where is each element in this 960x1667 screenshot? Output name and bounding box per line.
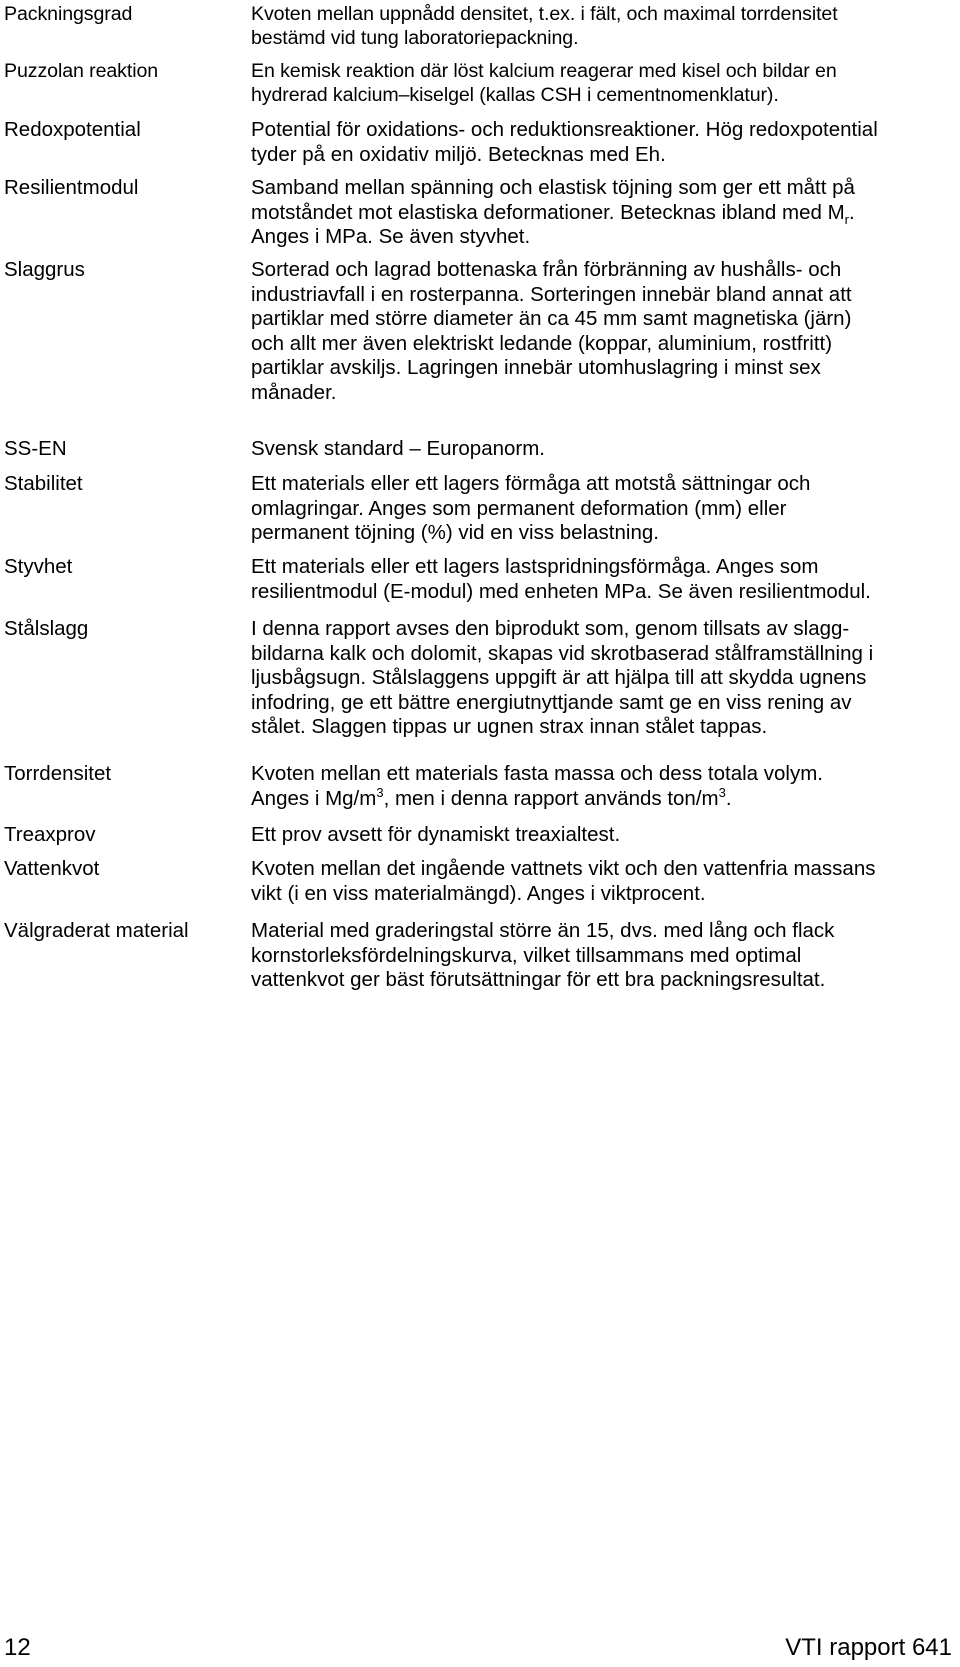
definition-line: Svensk standard – Europanorm.	[251, 437, 545, 460]
definition-line: Ett materials eller ett lagers förmåga att motstå sättningar och	[251, 472, 811, 495]
glossary-term: Stålslagg	[4, 617, 89, 640]
definition-line: och allt mer även elektriskt ledande (koppar, aluminium, rostfritt)	[251, 331, 833, 355]
glossary-term: Styvhet	[4, 555, 73, 578]
definition-line: I denna rapport avses den biprodukt som, genom tillsats av slagg-	[251, 617, 850, 640]
definition-line: infodring, ge ett bättre energiutnyttjande samt ge en viss rening av	[251, 690, 852, 714]
subscript: r	[844, 211, 850, 227]
definition-line: hydrerad kalcium–kiselgel (kallas CSH i cementnomenklatur).	[251, 84, 779, 106]
definition-text: motståndet mot elastiska deformationer. Betecknas ibland med M	[251, 200, 845, 224]
glossary-term: SS-EN	[4, 437, 67, 460]
definition-line: vikt (i en viss materialmängd). Anges i viktprocent.	[251, 881, 706, 905]
glossary-term: Välgraderat material	[4, 919, 189, 942]
glossary-term: Stabilitet	[4, 472, 83, 495]
definition-line	[251, 784, 951, 812]
superscript: 3	[376, 784, 384, 800]
definition-line: Kvoten mellan ett materials fasta massa och dess totala volym.	[251, 762, 823, 785]
definition-line: vattenkvot ger bäst förutsättningar för ett bra packningsresultat.	[251, 968, 826, 991]
definition-line: Potential för oxidations- och reduktionsreaktioner. Hög redoxpotential	[251, 118, 878, 141]
definition-line: månader.	[251, 380, 337, 404]
glossary-definition	[251, 472, 951, 546]
definition-line: Ett materials eller ett lagers lastspridningsförmåga. Anges som	[251, 555, 819, 578]
glossary-term: Treaxprov	[4, 823, 96, 846]
glossary-definition	[251, 59, 951, 107]
definition-line: Samband mellan spänning och elastisk töjning som ger ett mått på	[251, 176, 855, 199]
definition-line: En kemisk reaktion där löst kalcium reagerar med kisel och bildar en	[251, 60, 837, 82]
definition-line: Sorterad och lagrad bottenaska från förbränning av hushålls- och	[251, 258, 842, 281]
definition-text: Anges i Mg/m	[251, 786, 377, 810]
definition-line: industriavfall i en rosterpanna. Sorteringen innebär bland annat att	[251, 282, 852, 306]
superscript: 3	[718, 784, 726, 800]
glossary-definition	[251, 762, 951, 811]
glossary-definition	[251, 118, 951, 167]
glossary-definition	[251, 2, 951, 50]
definition-line: resilientmodul (E-modul) med enheten MPa. Se även resilientmodul.	[251, 579, 871, 603]
definition-line: bestämd vid tung laboratoriepackning.	[251, 27, 579, 49]
definition-line: ljusbågsugn. Stålslaggens uppgift är att hjälpa till att skydda ugnens	[251, 666, 867, 689]
definition-line: kornstorleksfördelningskurva, vilket tillsammans med optimal	[251, 943, 802, 967]
definition-line: Kvoten mellan uppnådd densitet, t.ex. i fält, och maximal torrdensitet	[251, 3, 838, 25]
glossary-definition	[251, 823, 951, 848]
glossary-term: Packningsgrad	[4, 3, 133, 25]
definition-line: omlagringar. Anges som permanent deformation (mm) eller	[251, 496, 787, 520]
definition-text: .	[725, 786, 732, 810]
glossary-term: Redoxpotential	[4, 118, 141, 141]
report-name: VTI rapport 641	[785, 1634, 952, 1661]
definition-line: stålet. Slaggen tippas ur ugnen strax innan stålet tappas.	[251, 715, 768, 738]
definition-line: Material med graderingstal större än 15, dvs. med lång och flack	[251, 919, 835, 942]
definition-text: .	[849, 200, 855, 224]
definition-line: permanent töjning (%) vid en viss belastning.	[251, 521, 659, 544]
glossary-definition	[251, 555, 951, 604]
definition-line: tyder på en oxidativ miljö. Betecknas med Eh.	[251, 142, 666, 166]
glossary-definition	[251, 176, 951, 250]
glossary-definition	[251, 919, 951, 993]
definition-line: partiklar avskiljs. Lagringen innebär utomhuslagring i minst sex	[251, 356, 821, 379]
definition-line	[251, 201, 951, 226]
definition-line: Kvoten mellan det ingående vattnets vikt och den vattenfria massans	[251, 857, 876, 880]
glossary-term: Resilientmodul	[4, 176, 139, 199]
definition-line: partiklar med större diameter än ca 45 mm samt magnetiska (järn)	[251, 307, 852, 330]
page-number: 12	[4, 1634, 31, 1661]
glossary-term: Slaggrus	[4, 258, 85, 281]
definition-line: bildarna kalk och dolomit, skapas vid skrotbaserad stålframställning i	[251, 641, 874, 665]
glossary-term: Puzzolan reaktion	[4, 60, 159, 82]
glossary-definition	[251, 617, 951, 740]
definition-line: Anges i MPa. Se även styvhet.	[251, 225, 531, 248]
definition-line: Ett prov avsett för dynamiskt treaxialtest.	[251, 823, 621, 846]
glossary-definition	[251, 857, 951, 906]
glossary-term: Torrdensitet	[4, 762, 112, 785]
definition-text: , men i denna rapport används ton/m	[383, 786, 719, 810]
glossary-definition	[251, 258, 951, 405]
glossary-term: Vattenkvot	[4, 857, 100, 880]
glossary-definition	[251, 437, 951, 462]
